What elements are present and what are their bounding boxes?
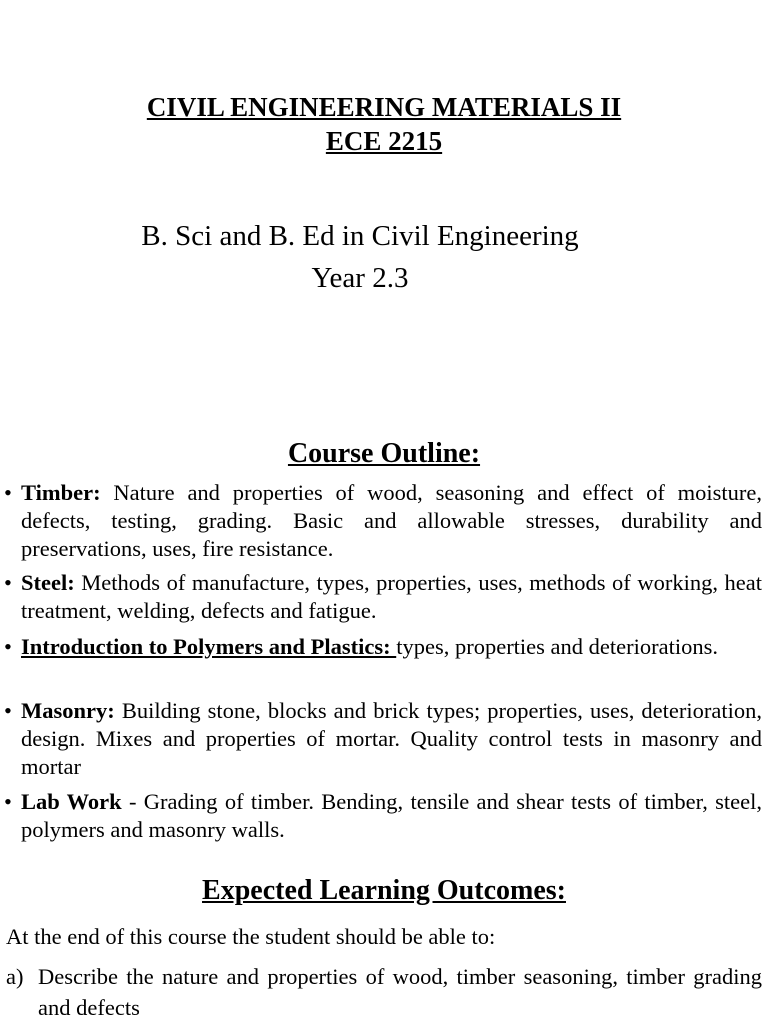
outline-item-text: Building stone, blocks and brick types; properties, uses, deterioration, design. Mixes and properties of mortar. Quality control tests in masonry and mortar: [21, 698, 762, 779]
outline-item-label: Lab Work: [21, 789, 122, 814]
outline-item-lab-work: [4, 788, 762, 844]
bullet-icon: •: [4, 634, 12, 659]
outline-item-polymers: [4, 633, 762, 661]
outline-item-label: Timber:: [21, 480, 101, 505]
bullet-icon: •: [4, 789, 12, 814]
outline-item-text: - Grading of timber. Bending, tensile and shear tests of timber, steel, polymers and masonry walls.: [21, 789, 763, 842]
outcome-item-a: [6, 961, 762, 1023]
bullet-icon: •: [4, 698, 12, 723]
outline-item-label: Masonry:: [21, 698, 115, 723]
course-code: ECE 2215: [325, 126, 443, 156]
course-title: CIVIL ENGINEERING MATERIALS II: [146, 92, 622, 122]
outline-item-steel: [4, 569, 762, 625]
outline-item-timber: [4, 479, 762, 563]
year-level: Year 2.3: [311, 262, 409, 294]
outline-item-label: Introduction to Polymers and Plastics:: [21, 634, 397, 659]
bullet-icon: •: [4, 480, 12, 505]
learning-outcomes-heading: Expected Learning Outcomes:: [202, 875, 566, 906]
program-name: B. Sci and B. Ed in Civil Engineering: [141, 220, 579, 252]
outline-item-label: Steel:: [21, 570, 75, 595]
outcome-text: Describe the nature and properties of wood, timber seasoning, timber grading and defects: [38, 964, 762, 1020]
outline-item-text: Methods of manufacture, types, properties, uses, methods of working, heat treatment, welding, defects and fatigue.: [21, 570, 762, 623]
bullet-icon: •: [4, 570, 12, 595]
outline-item-text: Nature and properties of wood, seasoning and effect of moisture, defects, testing, grading. Basic and allowable stresses, durability and preservations, uses, fire resistance.: [21, 480, 762, 561]
outline-item-masonry: [4, 697, 762, 781]
course-outline-heading: Course Outline:: [287, 438, 481, 469]
outline-item-text: types, properties and deteriorations.: [396, 634, 718, 659]
outcomes-intro: At the end of this course the student should be able to:: [6, 924, 496, 949]
outcome-letter: a): [6, 964, 24, 989]
